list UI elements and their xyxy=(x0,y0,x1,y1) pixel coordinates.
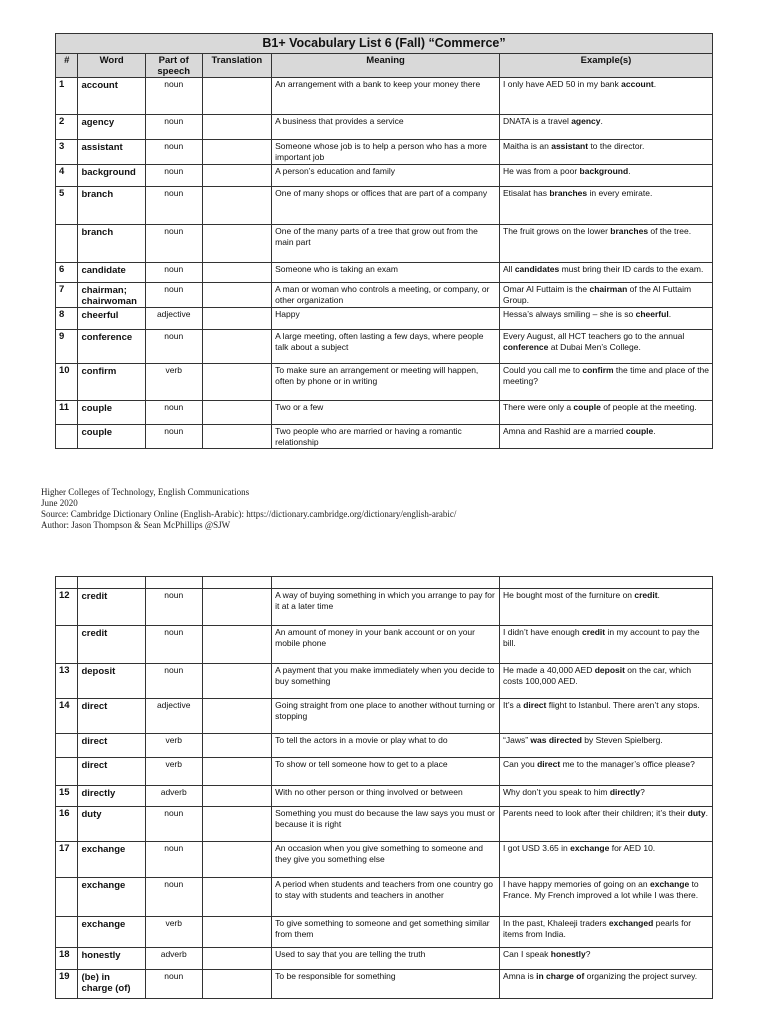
entry-number xyxy=(56,225,78,263)
entry-number: 18 xyxy=(56,948,78,970)
entry-part-of-speech: verb xyxy=(145,364,202,401)
vocabulary-table-page1 xyxy=(55,33,713,449)
entry-word: confirm xyxy=(78,364,145,401)
entry-part-of-speech: noun xyxy=(145,187,202,225)
example-text: Why don’t you speak to him xyxy=(503,787,610,797)
example-text: on the car, which costs 100,000 AED. xyxy=(503,665,692,686)
entry-part-of-speech: noun xyxy=(145,225,202,263)
entry-example xyxy=(500,187,713,225)
entry-number: 7 xyxy=(56,283,78,308)
entry-translation xyxy=(202,758,272,786)
entry-example xyxy=(500,878,713,917)
entry-number: 6 xyxy=(56,263,78,283)
entry-part-of-speech: noun xyxy=(145,115,202,140)
table-row xyxy=(56,330,713,364)
entry-translation xyxy=(202,917,272,948)
entry-number: 4 xyxy=(56,165,78,187)
entry-part-of-speech: noun xyxy=(145,401,202,425)
entry-number xyxy=(56,425,78,449)
entry-meaning: With no other person or thing involved or between xyxy=(272,786,500,807)
table-row xyxy=(56,401,713,425)
example-text: Etisalat has xyxy=(503,188,550,198)
header-part-of-speech: Part of speech xyxy=(145,54,202,78)
footer-date: June 2020 xyxy=(41,498,78,508)
entry-number xyxy=(56,878,78,917)
entry-word: couple xyxy=(78,401,145,425)
entry-example xyxy=(500,425,713,449)
example-text: I didn’t have enough xyxy=(503,627,582,637)
entry-number: 11 xyxy=(56,401,78,425)
example-text: It’s a xyxy=(503,700,524,710)
table-row xyxy=(56,283,713,308)
entry-word: (be) in charge (of) xyxy=(78,970,145,999)
entry-example xyxy=(500,786,713,807)
example-text: . xyxy=(668,309,672,319)
entry-example xyxy=(500,78,713,115)
example-text: Hessa’s always smiling – she is so xyxy=(503,309,636,319)
entry-word: honestly xyxy=(78,948,145,970)
example-text: He was from a poor xyxy=(503,166,580,176)
entry-number xyxy=(56,758,78,786)
example-keyword: account xyxy=(621,79,654,89)
entry-part-of-speech: noun xyxy=(145,970,202,999)
table-row xyxy=(56,664,713,699)
example-text: Can you xyxy=(503,759,538,769)
example-text: Parents need to look after their children; it’s their xyxy=(503,808,688,818)
entry-part-of-speech: noun xyxy=(145,78,202,115)
table-row xyxy=(56,970,713,999)
example-keyword: honestly xyxy=(550,949,586,959)
entry-translation xyxy=(202,78,272,115)
table-row xyxy=(56,364,713,401)
entry-meaning: A person’s education and family xyxy=(272,165,500,187)
entry-translation xyxy=(202,948,272,970)
entry-translation xyxy=(202,425,272,449)
example-text: Omar Al Futtaim is the xyxy=(503,284,590,294)
entry-translation xyxy=(202,401,272,425)
entry-translation xyxy=(202,878,272,917)
example-text: of the tree. xyxy=(648,226,692,236)
entry-word: candidate xyxy=(78,263,145,283)
entry-translation xyxy=(202,225,272,263)
entry-number: 13 xyxy=(56,664,78,699)
entry-number xyxy=(56,917,78,948)
table-row xyxy=(56,699,713,734)
example-text: for AED 10. xyxy=(609,843,656,853)
example-text: in my account to pay the bill. xyxy=(503,627,700,648)
example-text: Amna is xyxy=(503,971,537,981)
entry-meaning: Two or a few xyxy=(272,401,500,425)
entry-number: 19 xyxy=(56,970,78,999)
table-row xyxy=(56,758,713,786)
entry-translation xyxy=(202,842,272,878)
entry-translation xyxy=(202,115,272,140)
entry-number xyxy=(56,626,78,664)
table-row xyxy=(56,308,713,330)
document-footer xyxy=(41,487,456,531)
example-text: The fruit grows on the lower xyxy=(503,226,611,236)
entry-meaning: A large meeting, often lasting a few days, where people talk about a subject xyxy=(272,330,500,364)
table-body-page2 xyxy=(56,589,713,999)
entry-number: 8 xyxy=(56,308,78,330)
entry-word: exchange xyxy=(78,842,145,878)
example-keyword: direct xyxy=(523,700,547,710)
entry-part-of-speech: noun xyxy=(145,425,202,449)
entry-part-of-speech: adjective xyxy=(145,308,202,330)
footer-authors: Author: Jason Thompson & Sean McPhillips @SJW xyxy=(41,520,231,530)
entry-example xyxy=(500,626,713,664)
entry-word: exchange xyxy=(78,878,145,917)
entry-translation xyxy=(202,626,272,664)
table-row xyxy=(56,187,713,225)
example-text: of the Al Futtaim Group. xyxy=(503,284,692,305)
entry-number: 5 xyxy=(56,187,78,225)
entry-example xyxy=(500,734,713,758)
table-row xyxy=(56,786,713,807)
example-text: In the past, Khaleeji traders xyxy=(503,918,609,928)
vocabulary-table-page2 xyxy=(55,576,713,999)
entry-translation xyxy=(202,734,272,758)
entry-word: cheerful xyxy=(78,308,145,330)
entry-number: 2 xyxy=(56,115,78,140)
example-text: ? xyxy=(640,787,645,797)
example-keyword: conference xyxy=(503,342,549,352)
entry-part-of-speech: noun xyxy=(145,589,202,626)
example-keyword: assistant xyxy=(551,141,589,151)
footer-source: Source: Cambridge Dictionary Online (English-Arabic): https://dictionary.cambridge.org/dictionary/english-arabic/ xyxy=(41,509,457,519)
entry-meaning: A man or woman who controls a meeting, or company, or other organization xyxy=(272,283,500,308)
entry-meaning: To give something to someone and get something similar from them xyxy=(272,917,500,948)
entry-part-of-speech: adverb xyxy=(145,948,202,970)
entry-meaning: To tell the actors in a movie or play what to do xyxy=(272,734,500,758)
header-word: Word xyxy=(78,54,145,78)
example-text: I have happy memories of going on an xyxy=(503,879,650,889)
document-title: B1+ Vocabulary List 6 (Fall) “Commerce” xyxy=(56,34,713,54)
entry-example xyxy=(500,807,713,842)
example-keyword: branches xyxy=(549,188,588,198)
entry-example xyxy=(500,589,713,626)
entry-word: directly xyxy=(78,786,145,807)
table-row xyxy=(56,78,713,115)
entry-word: direct xyxy=(78,699,145,734)
example-keyword: credit xyxy=(634,590,658,600)
example-keyword: chairman xyxy=(589,284,628,294)
entry-number: 9 xyxy=(56,330,78,364)
example-keyword: couple xyxy=(625,426,654,436)
footer-institution: Higher Colleges of Technology, English Communications xyxy=(41,487,250,497)
entry-translation xyxy=(202,364,272,401)
entry-example xyxy=(500,165,713,187)
entry-meaning: Someone whose job is to help a person who has a more important job xyxy=(272,140,500,165)
header-meaning: Meaning xyxy=(272,54,500,78)
entry-translation xyxy=(202,283,272,308)
entry-part-of-speech: noun xyxy=(145,664,202,699)
example-keyword: candidates xyxy=(514,264,560,274)
entry-meaning: A business that provides a service xyxy=(272,115,500,140)
entry-translation xyxy=(202,589,272,626)
entry-example xyxy=(500,699,713,734)
example-text: pearls for items from India. xyxy=(503,918,692,939)
example-keyword: exchange xyxy=(649,879,690,889)
example-text: . xyxy=(653,426,656,436)
entry-word: background xyxy=(78,165,145,187)
entry-number: 10 xyxy=(56,364,78,401)
entry-example xyxy=(500,308,713,330)
table-row xyxy=(56,807,713,842)
entry-translation xyxy=(202,187,272,225)
entry-translation xyxy=(202,786,272,807)
entry-number: 1 xyxy=(56,78,78,115)
entry-meaning: A payment that you make immediately when you decide to buy something xyxy=(272,664,500,699)
table-row xyxy=(56,734,713,758)
entry-meaning: A period when students and teachers from one country go to stay with students and teachers in another xyxy=(272,878,500,917)
example-keyword: directly xyxy=(609,787,641,797)
entry-number: 17 xyxy=(56,842,78,878)
example-text: Can I speak xyxy=(503,949,551,959)
header-examples: Example(s) xyxy=(500,54,713,78)
example-text: by Steven Spielberg. xyxy=(581,735,663,745)
entry-translation xyxy=(202,330,272,364)
table-row xyxy=(56,917,713,948)
table-row xyxy=(56,626,713,664)
entry-part-of-speech: noun xyxy=(145,842,202,878)
example-text: . xyxy=(600,116,603,126)
entry-example xyxy=(500,842,713,878)
example-keyword: exchange xyxy=(570,843,610,853)
entry-part-of-speech: verb xyxy=(145,758,202,786)
entry-meaning: Something you must do because the law says you must or because it is right xyxy=(272,807,500,842)
entry-meaning: Someone who is taking an exam xyxy=(272,263,500,283)
example-text: . xyxy=(705,808,708,818)
example-keyword: branches xyxy=(610,226,649,236)
example-text: He bought most of the furniture on xyxy=(503,590,635,600)
entry-word: branch xyxy=(78,187,145,225)
entry-example xyxy=(500,664,713,699)
example-keyword: deposit xyxy=(594,665,625,675)
example-text: to France. My French improved a lot while I was there. xyxy=(503,879,699,900)
example-text: in every emirate. xyxy=(587,188,653,198)
entry-part-of-speech: noun xyxy=(145,330,202,364)
example-keyword: was directed xyxy=(530,735,582,745)
example-text: of people at the meeting. xyxy=(600,402,697,412)
entry-translation xyxy=(202,308,272,330)
entry-number: 15 xyxy=(56,786,78,807)
entry-part-of-speech: noun xyxy=(145,878,202,917)
entry-example xyxy=(500,225,713,263)
entry-example xyxy=(500,140,713,165)
entry-word: credit xyxy=(78,626,145,664)
entry-meaning: To make sure an arrangement or meeting will happen, often by phone or in writing xyxy=(272,364,500,401)
entry-meaning: An occasion when you give something to someone and they give you something else xyxy=(272,842,500,878)
example-text: Amna and Rashid are a married xyxy=(503,426,626,436)
entry-meaning: A way of buying something in which you arrange to pay for it at a later time xyxy=(272,589,500,626)
example-text: the time and place of the meeting? xyxy=(503,365,710,386)
entry-word: agency xyxy=(78,115,145,140)
table-row xyxy=(56,225,713,263)
example-text: . xyxy=(657,590,660,600)
blank-header-row xyxy=(56,577,713,589)
entry-example xyxy=(500,970,713,999)
entry-word: assistant xyxy=(78,140,145,165)
entry-meaning: To show or tell someone how to get to a place xyxy=(272,758,500,786)
entry-number: 16 xyxy=(56,807,78,842)
table-row xyxy=(56,425,713,449)
entry-example xyxy=(500,948,713,970)
entry-example xyxy=(500,115,713,140)
table-row xyxy=(56,948,713,970)
entry-word: couple xyxy=(78,425,145,449)
entry-number xyxy=(56,734,78,758)
entry-word: direct xyxy=(78,758,145,786)
entry-word: chairman; chairwoman xyxy=(78,283,145,308)
example-text: I got USD 3.65 in xyxy=(503,843,571,853)
entry-word: exchange xyxy=(78,917,145,948)
table-row xyxy=(56,165,713,187)
example-keyword: exchanged xyxy=(608,918,654,928)
table-row xyxy=(56,263,713,283)
entry-meaning: To be responsible for something xyxy=(272,970,500,999)
table-row xyxy=(56,115,713,140)
entry-word: direct xyxy=(78,734,145,758)
example-text: . xyxy=(653,79,657,89)
entry-example xyxy=(500,283,713,308)
example-text: organizing the project survey. xyxy=(584,971,698,981)
entry-part-of-speech: adjective xyxy=(145,699,202,734)
entry-part-of-speech: adverb xyxy=(145,786,202,807)
example-keyword: direct xyxy=(537,759,561,769)
entry-meaning: Going straight from one place to another without turning or stopping xyxy=(272,699,500,734)
entry-part-of-speech: noun xyxy=(145,807,202,842)
entry-part-of-speech: noun xyxy=(145,165,202,187)
example-text: I only have AED 50 in my bank xyxy=(503,79,622,89)
entry-meaning: One of many shops or offices that are part of a company xyxy=(272,187,500,225)
example-text: Every August, all HCT teachers go to the annual xyxy=(503,331,685,341)
table-row xyxy=(56,842,713,878)
entry-example xyxy=(500,917,713,948)
example-keyword: agency xyxy=(571,116,601,126)
example-keyword: background xyxy=(579,166,629,176)
header-translation: Translation xyxy=(202,54,272,78)
entry-part-of-speech: verb xyxy=(145,917,202,948)
entry-translation xyxy=(202,165,272,187)
example-text: There were only a xyxy=(503,402,574,412)
entry-translation xyxy=(202,140,272,165)
example-text: flight to Istanbul. There aren’t any stops. xyxy=(546,700,700,710)
entry-number: 14 xyxy=(56,699,78,734)
table-row xyxy=(56,589,713,626)
table-row xyxy=(56,140,713,165)
entry-meaning: Happy xyxy=(272,308,500,330)
example-text: DNATA is a travel xyxy=(503,116,572,126)
entry-meaning: An arrangement with a bank to keep your money there xyxy=(272,78,500,115)
table-body-page1 xyxy=(56,78,713,449)
example-keyword: cheerful xyxy=(635,309,669,319)
entry-word: duty xyxy=(78,807,145,842)
table-row xyxy=(56,878,713,917)
example-text: Maitha is an xyxy=(503,141,552,151)
example-text: to the director. xyxy=(588,141,645,151)
entry-translation xyxy=(202,664,272,699)
example-keyword: duty xyxy=(687,808,706,818)
entry-meaning: One of the many parts of a tree that grow out from the main part xyxy=(272,225,500,263)
example-text: . xyxy=(628,166,631,176)
example-text: at Dubai Men’s College. xyxy=(548,342,641,352)
entry-word: conference xyxy=(78,330,145,364)
entry-translation xyxy=(202,970,272,999)
example-text: ? xyxy=(585,949,591,959)
example-keyword: confirm xyxy=(582,365,614,375)
entry-example xyxy=(500,263,713,283)
entry-translation xyxy=(202,263,272,283)
example-keyword: in charge of xyxy=(536,971,585,981)
entry-part-of-speech: verb xyxy=(145,734,202,758)
entry-part-of-speech: noun xyxy=(145,283,202,308)
example-text: He made a 40,000 AED xyxy=(503,665,595,675)
entry-example xyxy=(500,758,713,786)
example-text: All xyxy=(503,264,515,274)
example-text: Could you call me to xyxy=(503,365,583,375)
entry-part-of-speech: noun xyxy=(145,140,202,165)
entry-word: branch xyxy=(78,225,145,263)
entry-number: 3 xyxy=(56,140,78,165)
entry-example xyxy=(500,364,713,401)
entry-meaning: An amount of money in your bank account or on your mobile phone xyxy=(272,626,500,664)
entry-meaning: Used to say that you are telling the truth xyxy=(272,948,500,970)
entry-word: account xyxy=(78,78,145,115)
example-text: me to the manager’s office please? xyxy=(560,759,695,769)
entry-translation xyxy=(202,699,272,734)
entry-word: credit xyxy=(78,589,145,626)
entry-word: deposit xyxy=(78,664,145,699)
entry-meaning: Two people who are married or having a romantic relationship xyxy=(272,425,500,449)
entry-part-of-speech: noun xyxy=(145,626,202,664)
entry-example xyxy=(500,330,713,364)
example-keyword: couple xyxy=(573,402,601,412)
entry-part-of-speech: noun xyxy=(145,263,202,283)
header-number: # xyxy=(56,54,78,78)
entry-number: 12 xyxy=(56,589,78,626)
example-text: “Jaws” xyxy=(503,735,531,745)
entry-example xyxy=(500,401,713,425)
entry-translation xyxy=(202,807,272,842)
example-text: must bring their ID cards to the exam. xyxy=(559,264,704,274)
example-keyword: credit xyxy=(581,627,606,637)
